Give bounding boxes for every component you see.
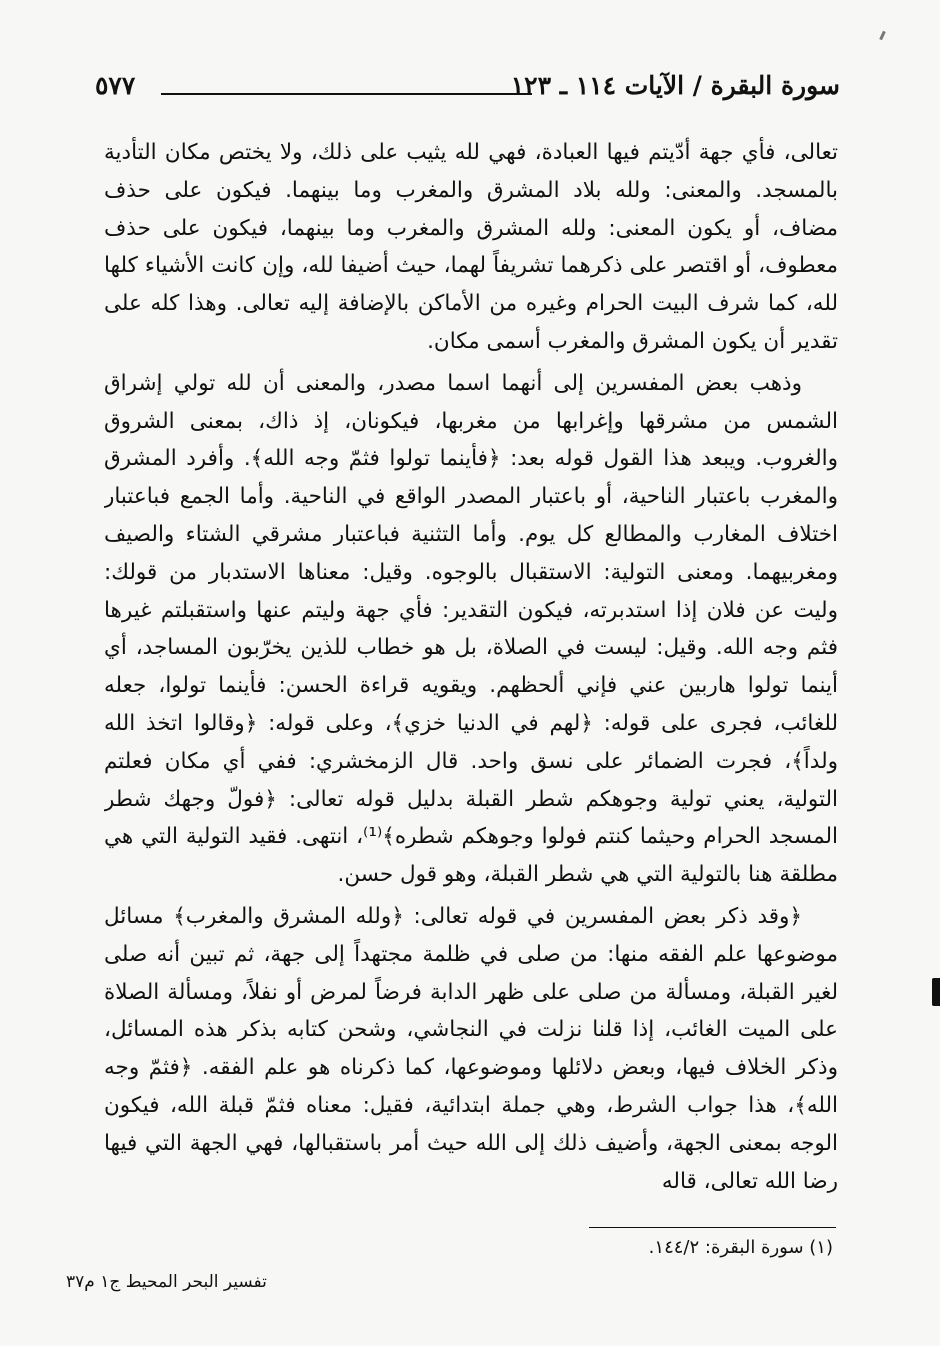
scan-speck: [879, 31, 886, 40]
margin-tab-marker: [932, 978, 940, 1006]
running-header: [95, 66, 840, 106]
footnote: (١) سورة البقرة: ١٤٤/٢.: [648, 1237, 833, 1258]
header-title: سورة البقرة / الآيات ١١٤ ـ ١٢٣: [510, 71, 840, 100]
paragraph-1: تعالى، فأي جهة أدّيتم فيها العبادة، فهي لله يثيب على ذلك، ولا يختص مكان التأدية بالمسجد. والمعنى: ولله بلاد المشرق والمغرب وما بينهما. فيكون على حذف مضاف، أو يكون المعنى: ولله المشرق والمغرب وما بينهما، فيكون على حذف معطوف، أو اقتصر على ذكرهما تشريفاً لهما، حيث أضيفا لله، وإن كانت الأشياء كلها لله، كما شرف البيت الحرام وغيره من الأماكن بالإضافة إليه تعالى. وهذا كله على تقدير أن يكون المشرق والمغرب أسمى مكان.: [104, 140, 838, 354]
footnote-rule: [589, 1227, 836, 1228]
body-text: [104, 134, 838, 1219]
paragraph-2: وذهب بعض المفسرين إلى أنهما اسما مصدر، والمعنى أن لله تولي إشراق الشمس من مشرقها وإغرابها من مغربها، فيكونان، إذ ذاك، بمعنى الشروق والغروب. ويبعد هذا القول قوله بعد: ﴿فأينما تولوا فثمّ وجه الله﴾. وأفرد المشرق والمغرب باعتبار الناحية، أو باعتبار المصدر الواقع في الناحية. وأما الجمع فباعتبار اختلاف المغارب والمطالع كل يوم. وأما التثنية فباعتبار مشرقي الشتاء والصيف ومغربيهما. ومعنى التولية: الاستقبال بالوجوه. وقيل: معناها الاستدبار من قولك: وليت عن فلان إذا استدبرته، فيكون التقدير: فأي جهة وليتم عنها واستقبلتم غيرها فثم وجه الله. وقيل: ليست في الصلاة، بل هو خطاب للذين يخرّبون المساجد، أي أينما تولوا هاربين عني فإني ألحظهم. ويقويه قراءة الحسن: فأينما تولوا، جعله للغائب، فجرى على قوله: ﴿لهم في الدنيا خزي﴾، وعلى قوله: ﴿وقالوا اتخذ الله ولداً﴾، فجرت الضمائر على نسق واحد. قال الزمخشري: ففي أي مكان فعلتم التولية، يعني تولية وجوهكم شطر القبلة بدليل قوله تعالى: ﴿فولّ وجهك شطر المسجد الحرام وحيثما كنتم فولوا وجوهكم شطره﴾⁽¹⁾، انتهى. فقيد التولية التي هي مطلقة هنا بالتولية التي هي شطر القبلة، وهو قول حسن.: [104, 370, 838, 888]
header-rule: [161, 93, 532, 95]
paragraph-3: ﴿وقد ذكر بعض المفسرين في قوله تعالى: ﴿ولله المشرق والمغرب﴾ مسائل موضوعها علم الفقه منها: من صلى في ظلمة مجتهداً إلى جهة، ثم تبين أنه صلى لغير القبلة، ومسألة من صلى على ظهر الدابة فرضاً لمرض أو نفلاً، ومسألة الصلاة على الميت الغائب، إذا قلنا نزلت في النجاشي، وشحن كتابه بذكر هذه المسائل، وذكر الخلاف فيها، وبعض دلائلها وموضوعها، كما ذكرناه هو علم الفقه. ﴿فثمّ وجه الله﴾، هذا جواب الشرط، وهي جملة ابتدائية، فقيل: معناه فثمّ قبلة الله، فيكون الوجه بمعنى الجهة، وأضيف ذلك إلى الله حيث أمر باستقبالها، فهي الجهة التي فيها رضا الله تعالى، قاله: [104, 903, 838, 1194]
book-signature: تفسير البحر المحيط ج١ م٣٧: [66, 1272, 267, 1292]
page-number: ٥٧٧: [95, 71, 136, 100]
